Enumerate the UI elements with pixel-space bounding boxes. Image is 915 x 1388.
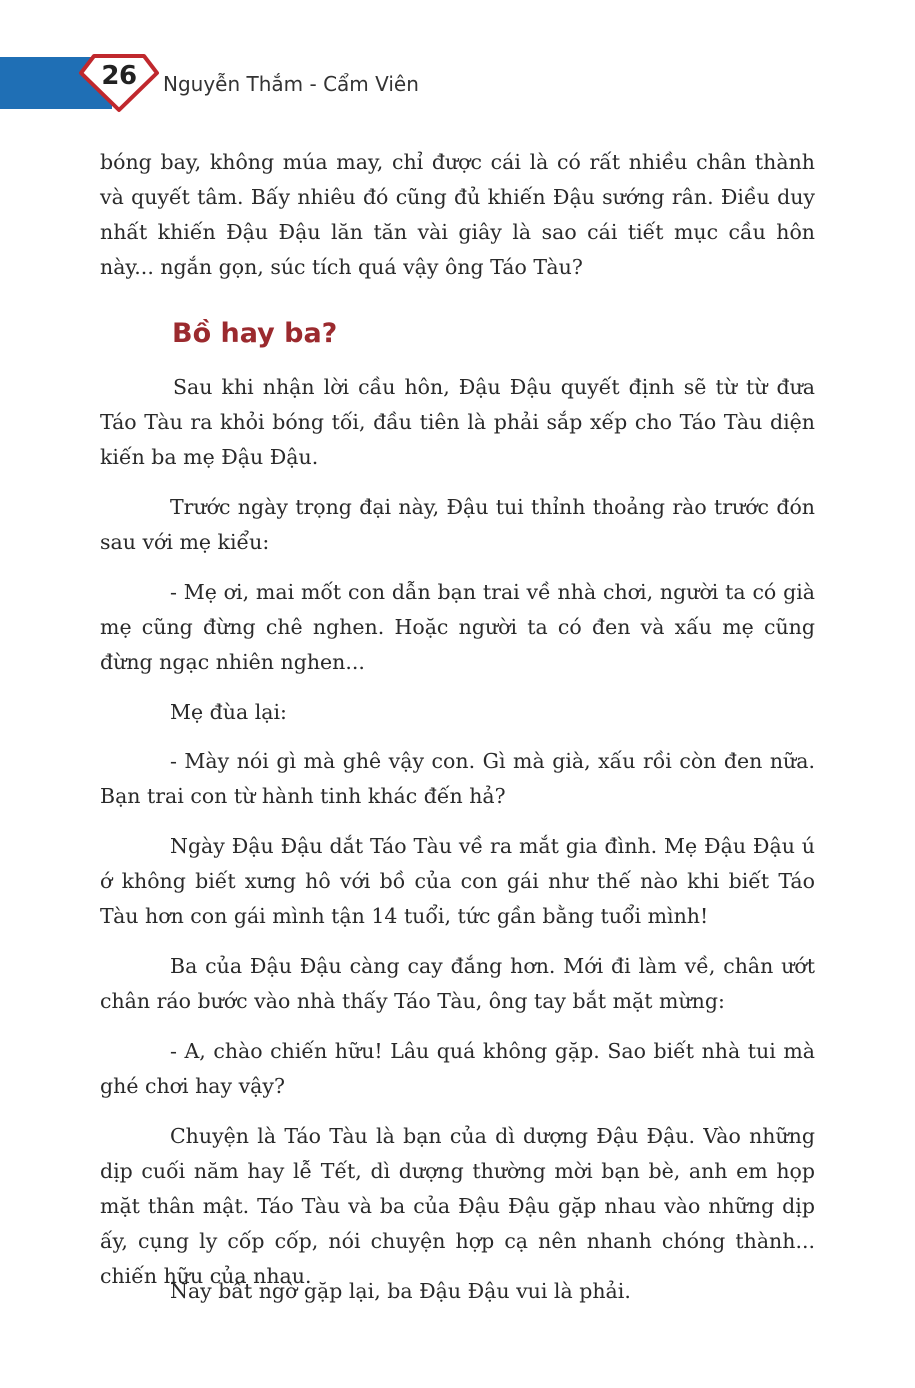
paragraph-7: Nay bất ngờ gặp lại, ba Đậu Đậu vui là phải. bbox=[170, 1279, 631, 1303]
paragraph-4: Ngày Đậu Đậu dắt Táo Tàu về ra mắt gia đình. Mẹ Đậu Đậu ú ớ không biết xưng hô với bồ của con gái như thế nào khi biết Táo Tàu hơn con gái mình tận 14 tuổi, tức gần bằng tuổi mình! bbox=[100, 834, 815, 928]
paragraph-3: Mẹ đùa lại: bbox=[170, 700, 287, 724]
dialogue-3: - A, chào chiến hữu! Lâu quá không gặp. Sao biết nhà tui mà ghé chơi hay vậy? bbox=[100, 1039, 815, 1098]
dialogue-1: - Mẹ ơi, mai mốt con dẫn bạn trai về nhà chơi, người ta có già mẹ cũng đừng chê nghen. Hoặc người ta có đen và xấu mẹ cũng đừng ngạc nhiên nghen... bbox=[100, 580, 815, 674]
page-number-badge bbox=[78, 53, 160, 113]
paragraph-1: Sau khi nhận lời cầu hôn, Đậu Đậu quyết định sẽ từ từ đưa Táo Tàu ra khỏi bóng tối, đầu tiên là phải sắp xếp cho Táo Tàu diện kiến ba mẹ Đậu Đậu. bbox=[100, 375, 815, 469]
page-number: 26 bbox=[101, 61, 137, 91]
paragraph-6: Chuyện là Táo Tàu là bạn của dì dượng Đậu Đậu. Vào những dịp cuối năm hay lễ Tết, dì dượng thường mời bạn bè, anh em họp mặt thân mật. Táo Tàu và ba của Đậu Đậu gặp nhau vào những dịp ấy, cụng ly cốp cốp, nói chuyện hợp cạ nên nhanh chóng thành... chiến hữu của nhau. bbox=[100, 1124, 815, 1288]
dialogue-2: - Mày nói gì mà ghê vậy con. Gì mà già, xấu rồi còn đen nữa. Bạn trai con từ hành tinh khác đến hả? bbox=[100, 749, 815, 808]
paragraph-5: Ba của Đậu Đậu càng cay đắng hơn. Mới đi làm về, chân ướt chân ráo bước vào nhà thấy Táo Tàu, ông tay bắt mặt mừng: bbox=[100, 954, 815, 1013]
section-title: Bồ hay ba? bbox=[172, 318, 338, 349]
intro-paragraph: bóng bay, không múa may, chỉ được cái là có rất nhiều chân thành và quyết tâm. Bấy nhiêu đó cũng đủ khiến Đậu sướng rân. Điều duy nhất khiến Đậu Đậu lăn tăn vài giây là sao cái tiết mục cầu hôn này... ngắn gọn, súc tích quá vậy ông Táo Tàu? bbox=[100, 150, 815, 279]
paragraph-2: Trước ngày trọng đại này, Đậu tui thỉnh thoảng rào trước đón sau với mẹ kiểu: bbox=[100, 495, 815, 554]
running-head: Nguyễn Thắm - Cẩm Viên bbox=[163, 72, 419, 96]
